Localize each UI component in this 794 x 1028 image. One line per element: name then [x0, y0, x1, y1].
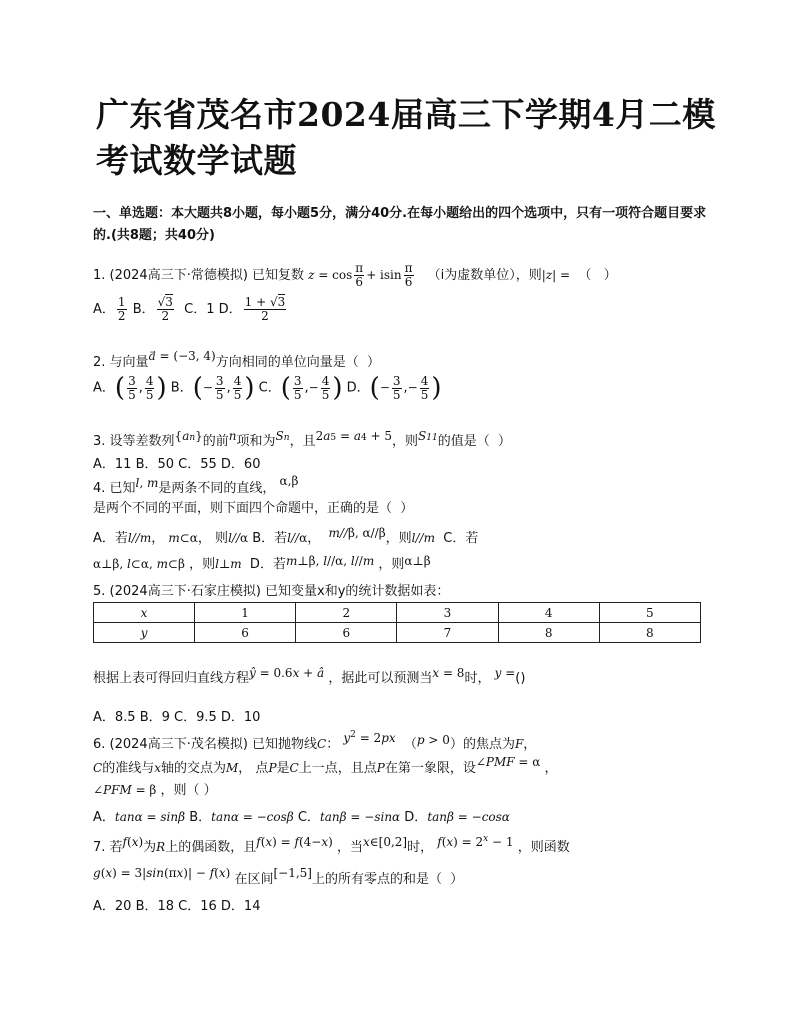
table-row — [94, 623, 701, 643]
question-2-options: A．( $\frac{3}{5}$ , $\frac{4}{5}$ ) B．(− $\frac{3}{5}$ , $\frac{4}{5}$ ) C．( $\frac{3}{5}$ ,− $\frac{4}{5}$ ) D．(− $\frac{3}{5}$ ,− $\frac{4}{5}$ ) — [93, 373, 442, 403]
table-cell: 8 — [599, 623, 700, 643]
question-7-line2: g(x) = 3|sin(πx)| − f(x) 在区间[−1,5]上的所有零点的和是（ ） — [93, 866, 464, 887]
question-4-stem-line1: 4. 已知l, m是两条不同的直线， α,β — [93, 474, 299, 496]
question-4-stem-line2: 是两个不同的平面，则下面四个命题中，正确的是（ ） — [93, 501, 414, 516]
question-1-formula: z = cos $\frac{\pi}{6}$ + isin $\frac{\pi}{6}$ — [308, 261, 413, 289]
table-cell: 7 — [397, 623, 498, 643]
question-5-options: A．8.5 B．9 C．9.5 D．10 — [93, 710, 261, 725]
question-5-stem: 5. (2024高三下·石家庄模拟) 已知变量x和y的统计数据如表： — [93, 584, 450, 599]
table-cell: 6 — [195, 623, 296, 643]
question-3-stem: 3. 设等差数列{an}的前n项和为Sn，且2a5 = a4 + 5，则S11的值是（ ） — [93, 429, 511, 449]
question-6-line2: C的准线与x轴的交点为M， 点P是C上一点，且点P在第一象限，设∠PMF = α ， — [93, 755, 558, 776]
page-title: 广东省茂名市2024届高三下学期4月二模考试数学试题 — [96, 95, 716, 180]
table-cell: 2 — [296, 603, 397, 623]
table-cell: 4 — [498, 603, 599, 623]
table-cell: 8 — [498, 623, 599, 643]
table-cell: y — [94, 623, 195, 643]
question-4-options-line2: α⊥β, l⊂α, m⊂β ，则l⊥m D．若m⊥β, l//α, l//m ，则α⊥β — [93, 554, 431, 572]
question-1-stem: 1. (2024高三下·常德模拟) 已知复数 z = cos $\frac{\pi}{6}$ + isin $\frac{\pi}{6}$ （i为虚数单位），则|z| = （ ） — [93, 261, 617, 289]
question-1-options: A． $\frac{1}{2}$ B． $\frac{√3}{2}$ C．1 D． $\frac{1 + √3}{2}$ — [93, 295, 286, 323]
question-6-line3: ∠PFM = β ，则（ ） — [93, 783, 217, 798]
question-7-options: A．20 B．18 C．16 D．14 — [93, 899, 261, 914]
section-heading: 一、单选题：本大题共8小题，每小题5分，满分40分.在每小题给出的四个选项中，只有一项符合题目要求的.(共8题；共40分) — [93, 206, 707, 243]
table-row — [94, 603, 701, 623]
question-7-line1: 7. 若f(x)为R上的偶函数，且f(x) = f(4−x) ，当x∈[0,2]时， $f(x) = 2^x - 1$ ，则函数 — [93, 834, 570, 855]
table-cell: 3 — [397, 603, 498, 623]
question-5-stem2: 根据上表可得回归直线方程ŷ = 0.6x + â ，据此可以预测当x = 8时， y =() — [93, 666, 526, 686]
question-6-line1: 6. (2024高三下·茂名模拟) 已知抛物线C： $y^2 = 2px$ （p > 0）的焦点为F， — [93, 730, 537, 752]
question-6-options: A．tanα = sinβ B．tanα = −cosβ C．tanβ = −sinα D．tanβ = −cosα — [93, 810, 510, 825]
question-2-stem: 2. 与向量a⃗ = (−3, 4)方向相同的单位向量是（ ） — [93, 349, 380, 370]
question-4-options-line1: A．若l//m， m⊂α， 则l//α B．若l//α， m//β, α//β，则l//m C．若 — [93, 526, 479, 546]
data-table — [93, 602, 701, 643]
table-cell: 5 — [599, 603, 700, 623]
table-cell: 1 — [195, 603, 296, 623]
table-cell: 6 — [296, 623, 397, 643]
question-1-stem-text: 1. (2024高三下·常德模拟) 已知复数 — [93, 268, 305, 283]
question-3-options: A．11 B．50 C．55 D．60 — [93, 457, 261, 472]
table-cell: x — [94, 603, 195, 623]
